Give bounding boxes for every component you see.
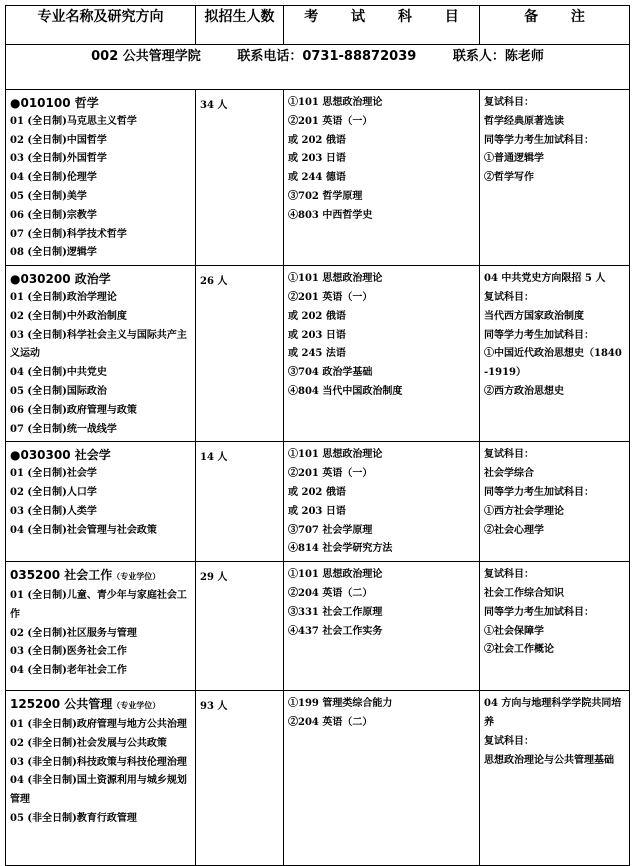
- header-notes: [480, 6, 630, 45]
- quota-value: 29 人: [200, 572, 228, 584]
- exam-subject: 或 203 日语: [288, 329, 346, 341]
- direction-item: 01 (全日制)儿童、青少年与家庭社会工作: [10, 589, 187, 620]
- major-code-name: ●030300 社会学: [10, 448, 111, 463]
- exam-subject: 或 203 日语: [288, 153, 346, 165]
- exam-subject: 或 202 俄语: [288, 134, 346, 146]
- notes-cell: [480, 562, 630, 691]
- direction-item: 05 (全日制)美学: [10, 190, 87, 202]
- exam-subject: ②201 英语（一）: [288, 115, 373, 127]
- major-cell: [6, 266, 196, 442]
- major-title: [10, 270, 191, 289]
- direction-item: 04 (全日制)中共党史: [10, 367, 107, 379]
- direction-item: 02 (非全日制)社会发展与公共政策: [10, 737, 167, 749]
- note-line: ②西方政治思想史: [484, 385, 564, 397]
- college-info: [6, 45, 630, 90]
- direction-item: 02 (全日制)人口学: [10, 486, 97, 498]
- exam-cell: [284, 90, 480, 266]
- exam-cell: [284, 442, 480, 562]
- direction-item: 07 (全日制)科学技术哲学: [10, 228, 127, 240]
- note-line: ①社会保障学: [484, 625, 544, 637]
- major-title: [10, 446, 191, 465]
- note-line: 哲学经典原著选读: [484, 115, 564, 127]
- direction-item: 02 (全日制)中外政治制度: [10, 310, 127, 322]
- direction-item: 03 (非全日制)科技政策与科技伦理治理: [10, 756, 187, 768]
- exam-subject: ②201 英语（一）: [288, 291, 373, 303]
- note-line: 同等学力考生加试科目：: [484, 329, 594, 341]
- major-code-name: ●030200 政治学: [10, 272, 111, 287]
- quota-cell: [196, 691, 284, 866]
- exam-subject: ①101 思想政治理论: [288, 449, 383, 461]
- header-exam-label: 考 试 科 目: [304, 9, 473, 25]
- exam-subject: 或 202 俄语: [288, 486, 346, 498]
- exam-cell: [284, 562, 480, 691]
- major-cell: [6, 691, 196, 866]
- college-name: 002 公共管理学院: [91, 49, 201, 64]
- quota-cell: [196, 562, 284, 691]
- quota-value: 93 人: [200, 701, 228, 713]
- note-line: ①西方社会学理论: [484, 505, 564, 517]
- quota-value: 26 人: [200, 276, 228, 288]
- exam-subject: ③707 社会学原理: [288, 524, 373, 536]
- direction-item: 01 (非全日制)政府管理与地方公共治理: [10, 718, 187, 730]
- exam-subject: ④804 当代中国政治制度: [288, 385, 403, 397]
- exam-subject: ③331 社会工作原理: [288, 606, 383, 618]
- exam-subject: 或 203 日语: [288, 505, 346, 517]
- exam-subject: ①101 思想政治理论: [288, 273, 383, 285]
- direction-item: 03 (全日制)医务社会工作: [10, 646, 127, 658]
- exam-subject: ②204 英语（二）: [288, 716, 373, 728]
- header-row: [6, 6, 630, 45]
- direction-item: 01 (全日制)政治学理论: [10, 291, 117, 303]
- direction-item: 07 (全日制)统一战线学: [10, 423, 117, 435]
- exam-cell: [284, 691, 480, 866]
- direction-item: 01 (全日制)马克思主义哲学: [10, 115, 137, 127]
- college-contact: 联系人：陈老师: [452, 49, 544, 64]
- note-line: 当代西方国家政治制度: [484, 310, 584, 322]
- major-row: [6, 266, 630, 442]
- major-cell: [6, 442, 196, 562]
- major-row: [6, 691, 630, 866]
- exam-subject: 或 245 法语: [288, 348, 346, 360]
- major-title: [10, 695, 191, 716]
- notes-cell: [480, 90, 630, 266]
- note-line: 社会工作综合知识: [484, 587, 564, 599]
- direction-item: 04 (全日制)老年社会工作: [10, 665, 127, 677]
- exam-subject: 或 202 俄语: [288, 310, 346, 322]
- note-line: ②社会工作概论: [484, 644, 554, 656]
- note-line: 复试科目：: [484, 449, 534, 461]
- quota-value: 34 人: [200, 100, 228, 111]
- direction-item: 02 (全日制)中国哲学: [10, 134, 107, 146]
- exam-subject: ④437 社会工作实务: [288, 625, 383, 637]
- major-rows: [6, 90, 630, 866]
- exam-subject: ②204 英语（二）: [288, 587, 373, 599]
- exam-subject: ④814 社会学研究方法: [288, 543, 393, 555]
- header-major: 专业名称及研究方向: [6, 6, 196, 45]
- exam-subject: ③702 哲学原理: [288, 190, 363, 202]
- direction-item: 02 (全日制)社区服务与管理: [10, 627, 137, 639]
- direction-item: 04 (非全日制)国土资源利用与城乡规划管理: [10, 775, 187, 806]
- major-row: [6, 90, 630, 266]
- note-line: 社会学综合: [484, 468, 534, 480]
- note-line: 思想政治理论与公共管理基础: [484, 754, 614, 766]
- note-line: ②哲学写作: [484, 172, 534, 184]
- direction-item: 05 (全日制)国际政治: [10, 385, 107, 397]
- direction-item: 03 (全日制)外国哲学: [10, 153, 107, 165]
- note-line: 复试科目：: [484, 569, 534, 581]
- note-line: 复试科目：: [484, 291, 534, 303]
- direction-item: 03 (全日制)人类学: [10, 505, 97, 517]
- college-phone: 联系电话：0731-88872039: [237, 49, 417, 64]
- notes-cell: [480, 442, 630, 562]
- college-row: [6, 45, 630, 90]
- exam-subject: ①199 管理类综合能力: [288, 698, 393, 710]
- major-cell: [6, 90, 196, 266]
- notes-cell: [480, 691, 630, 866]
- header-exam: [284, 6, 480, 45]
- direction-item: 03 (全日制)科学社会主义与国际共产主义运动: [10, 329, 187, 360]
- exam-subject: ①101 思想政治理论: [288, 569, 383, 581]
- direction-item: 04 (全日制)社会管理与社会政策: [10, 524, 157, 536]
- degree-type: （专业学位）: [112, 572, 161, 582]
- note-line: 复试科目：: [484, 97, 534, 108]
- direction-item: 01 (全日制)社会学: [10, 468, 97, 480]
- note-line: 同等学力考生加试科目：: [484, 606, 594, 618]
- note-line: 04 方向与地理科学学院共同培养: [484, 698, 622, 728]
- note-line: ②社会心理学: [484, 524, 544, 536]
- degree-type: （专业学位）: [112, 701, 161, 711]
- major-row: [6, 562, 630, 691]
- direction-item: 05 (非全日制)教育行政管理: [10, 812, 137, 824]
- header-quota: 拟招生人数: [196, 6, 284, 45]
- header-notes-label: 备 注: [524, 9, 599, 25]
- exam-subject: ③704 政治学基础: [288, 367, 373, 379]
- major-cell: [6, 562, 196, 691]
- quota-cell: [196, 266, 284, 442]
- note-line: 同等学力考生加试科目：: [484, 486, 594, 498]
- quota-value: 14 人: [200, 452, 228, 464]
- exam-subject: ④803 中西哲学史: [288, 209, 373, 221]
- note-line: 复试科目：: [484, 735, 534, 747]
- exam-subject: ②201 英语（一）: [288, 468, 373, 480]
- major-row: [6, 442, 630, 562]
- major-code-name: ●010100 哲学: [10, 96, 99, 110]
- exam-subject: 或 244 德语: [288, 172, 346, 184]
- direction-item: 08 (全日制)逻辑学: [10, 247, 97, 259]
- major-code-name: 035200 社会工作: [10, 568, 113, 583]
- direction-item: 06 (全日制)宗教学: [10, 209, 97, 221]
- note-line: 同等学力考生加试科目：: [484, 134, 594, 146]
- major-title: [10, 566, 191, 587]
- quota-cell: [196, 442, 284, 562]
- major-code-name: 125200 公共管理: [10, 697, 113, 712]
- admissions-table: [5, 5, 630, 866]
- note-line: 04 中共党史方向限招 5 人: [484, 273, 606, 285]
- note-line: ①普通逻辑学: [484, 153, 544, 165]
- direction-item: 06 (全日制)政府管理与政策: [10, 404, 137, 416]
- major-title: [10, 94, 191, 113]
- notes-cell: [480, 266, 630, 442]
- note-line: ①中国近代政治思想史（1840-1919）: [484, 348, 622, 379]
- quota-cell: [196, 90, 284, 266]
- exam-subject: ①101 思想政治理论: [288, 97, 383, 108]
- direction-item: 04 (全日制)伦理学: [10, 172, 97, 184]
- exam-cell: [284, 266, 480, 442]
